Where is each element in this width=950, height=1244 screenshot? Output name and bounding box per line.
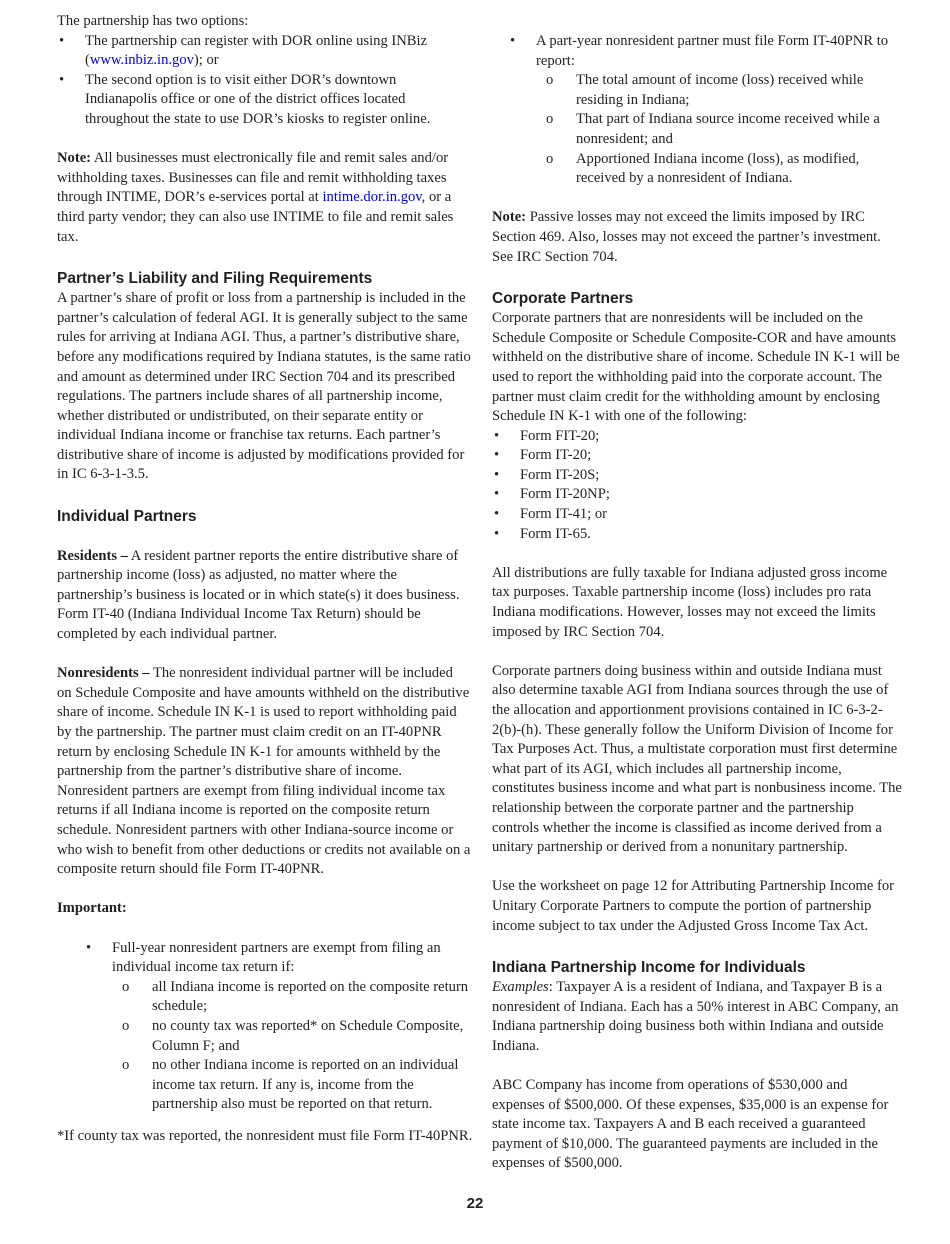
note-label: Note: <box>57 150 92 167</box>
list-item <box>84 939 471 1115</box>
note-intime <box>57 149 471 247</box>
note-label: Note: <box>492 209 527 226</box>
sub-item: o The total amount of income (loss) received while residing in Indiana; <box>536 71 902 110</box>
important-sublist <box>112 978 471 1115</box>
right-column <box>492 12 902 1174</box>
sub-item: o That part of Indiana source income received while a nonresident; and <box>536 110 902 149</box>
distributions-paragraph: All distributions are fully taxable for Indiana adjusted gross income tax purposes. Taxable partnership income (loss) includes pro rata Indiana modifications. However, losses may not exceed the limits imposed by IRC Section 704. <box>492 564 888 640</box>
important-list <box>84 939 471 1115</box>
inbiz-link[interactable]: www.inbiz.in.gov <box>89 52 194 69</box>
footnote: *If county tax was reported, the nonresident must file Form IT-40PNR. <box>57 1127 473 1144</box>
residents-paragraph <box>57 547 471 645</box>
heading-corporate-partners: Corporate Partners <box>492 290 634 308</box>
sub-item: o all Indiana income is reported on the composite return schedule; <box>112 978 471 1017</box>
bullet-text: A part-year nonresident partner must file Form IT-40PNR to report: <box>536 33 889 69</box>
options-intro: The partnership has two options: <box>57 13 249 29</box>
note-text: All businesses must electronically file and remit sales and/or withholding taxes. Businesses can file and remit withholding taxes through INTIME, DOR’s e-services portal at <box>57 150 449 206</box>
list-item: • Form FIT-20; <box>492 427 902 447</box>
note-passive-losses <box>492 208 902 267</box>
list-item: • Form IT-20NP; <box>492 485 902 505</box>
nonresidents-text: The nonresident individual partner will be included on Schedule Composite and have amounts withheld on the distributive share of income. Schedule IN K-1 is used to report withholding paid by the partnership. The partner must claim credit on an IT-40PNR return by enclosing Schedule IN K-1 for amounts withheld by the partnership from the partner’s distributive share of income. Nonresident partners are exempt from filing individual income tax returns if all Indiana income is reported on the composite return schedule. Nonresident partners with other Indiana-source income or who wish to benefit from other deductions or credits not available on a composite return should file Form IT-40PNR. <box>57 665 471 878</box>
part-year-list <box>508 32 902 189</box>
important-label <box>57 899 471 919</box>
examples-paragraph <box>492 978 902 1056</box>
residents-label: Residents – <box>57 547 128 564</box>
important-label-text: Important: <box>57 900 127 917</box>
part-year-sublist <box>536 71 902 189</box>
heading-indiana-income: Indiana Partnership Income for Individuals <box>492 959 806 977</box>
examples-text: : Taxpayer A is a resident of Indiana, and Taxpayer B is a nonresident of Indiana. Each has a 50% interest in ABC Company, an Indiana partnership doing business both within Indiana and outside Indiana. <box>492 979 899 1054</box>
option-text: The second option is to visit either DOR’s downtown Indianapolis office or one of the district offices located throughout the state to use DOR’s kiosks to register online. <box>85 71 431 127</box>
option-text: ); or <box>193 52 219 69</box>
page-number: 22 <box>466 1195 484 1213</box>
liability-paragraph: A partner’s share of profit or loss from a partnership is included in the partner’s calculation of federal AGI. It is generally subject to the same rules for arriving at Indiana AGI. Thus, a partner’s distributive share, before any modifications required by Indiana statutes, is the same ratio and amount as determined under IRC Section 704 and its prescribed regulations. The partners include shares of all partnership income, whether distributed or undistributed, on their separate entity or individual Indiana income or franchise tax returns. Each partner’s distributive share of income is adjusted by modifications provided for in IC 6-3-1-3.5. <box>57 290 471 483</box>
forms-list <box>492 427 902 545</box>
left-column <box>57 12 471 1146</box>
options-list <box>57 32 471 130</box>
sub-item: o Apportioned Indiana income (loss), as modified, received by a nonresident of Indiana. <box>536 150 902 189</box>
heading-liability: Partner’s Liability and Filing Requirements <box>57 270 373 288</box>
examples-label: Examples <box>492 979 549 996</box>
sub-item: o no other Indiana income is reported on an individual income tax return. If any is, income from the partnership also must be reported on that return. <box>112 1056 471 1115</box>
intime-link[interactable]: intime.dor.in.gov <box>322 189 422 206</box>
nonresidents-label: Nonresidents – <box>57 665 150 682</box>
heading-individual-partners: Individual Partners <box>57 508 197 526</box>
list-item: • Form IT-20S; <box>492 466 902 486</box>
business-paragraph: Corporate partners doing business within and outside Indiana must also determine taxable AGI from Indiana sources through the use of the allocation and apportionment provisions contained in IC 6-3-2-2(b)-(h). These generally follow the Uniform Division of Income for Tax Purposes Act. Thus, a multistate corporation must first determine what part of its AGI, which includes all partnership income, constitutes business income and what part is nonbusiness income. The relationship between the corporate partner and the partnership controls whether the income is classified as income derived from a unitary partnership or derived from a nonunitary partnership. <box>492 662 902 856</box>
sub-item: o no county tax was reported* on Schedule Composite, Column F; and <box>112 1017 471 1056</box>
note-text: , or a third party vendor; they can also use INTIME to file and remit sales tax. <box>57 189 454 245</box>
bullet-text: Full-year nonresident partners are exempt from filing an individual income tax return if: <box>112 939 441 976</box>
option-text: The partnership can register with DOR online using INBiz ( <box>85 32 428 69</box>
list-item <box>57 71 471 130</box>
worksheet-paragraph: Use the worksheet on page 12 for Attributing Partnership Income for Unitary Corporate Partners to compute the portion of partnership income subject to tax under the Adjusted Gross Income Tax Act. <box>492 878 895 934</box>
list-item <box>508 32 902 189</box>
note-text: Passive losses may not exceed the limits imposed by IRC Section 469. Also, losses may not exceed the partner’s investment. See IRC Section 704. <box>492 209 881 265</box>
corporate-paragraph: Corporate partners that are nonresidents will be included on the Schedule Composite or Schedule Composite-COR and have amounts withheld on the distributive share of income. Schedule IN K-1 will be used to report the withholding paid into the corporate account. The partner must claim credit for the withholding amount by enclosing Schedule IN K-1 with one of the following: <box>492 310 900 425</box>
list-item: • Form IT-20; <box>492 446 902 466</box>
list-item: • Form IT-65. <box>492 525 902 545</box>
abc-paragraph: ABC Company has income from operations of $530,000 and expenses of $500,000. Of these expenses, $35,000 is an expense for state income tax. Taxpayers A and B each received a guaranteed payment of $10,000. The guaranteed payments are included in the expenses of $500,000. <box>492 1077 889 1172</box>
list-item: • Form IT-41; or <box>492 505 902 525</box>
nonresidents-paragraph <box>57 664 471 880</box>
list-item <box>57 32 471 71</box>
residents-text: A resident partner reports the entire distributive share of partnership income (loss) as adjusted, no matter where the partnership’s business is located or in which state(s) it does business. Form IT-40 (Indiana Individual Income Tax Return) should be completed by each individual partner. <box>57 547 460 643</box>
